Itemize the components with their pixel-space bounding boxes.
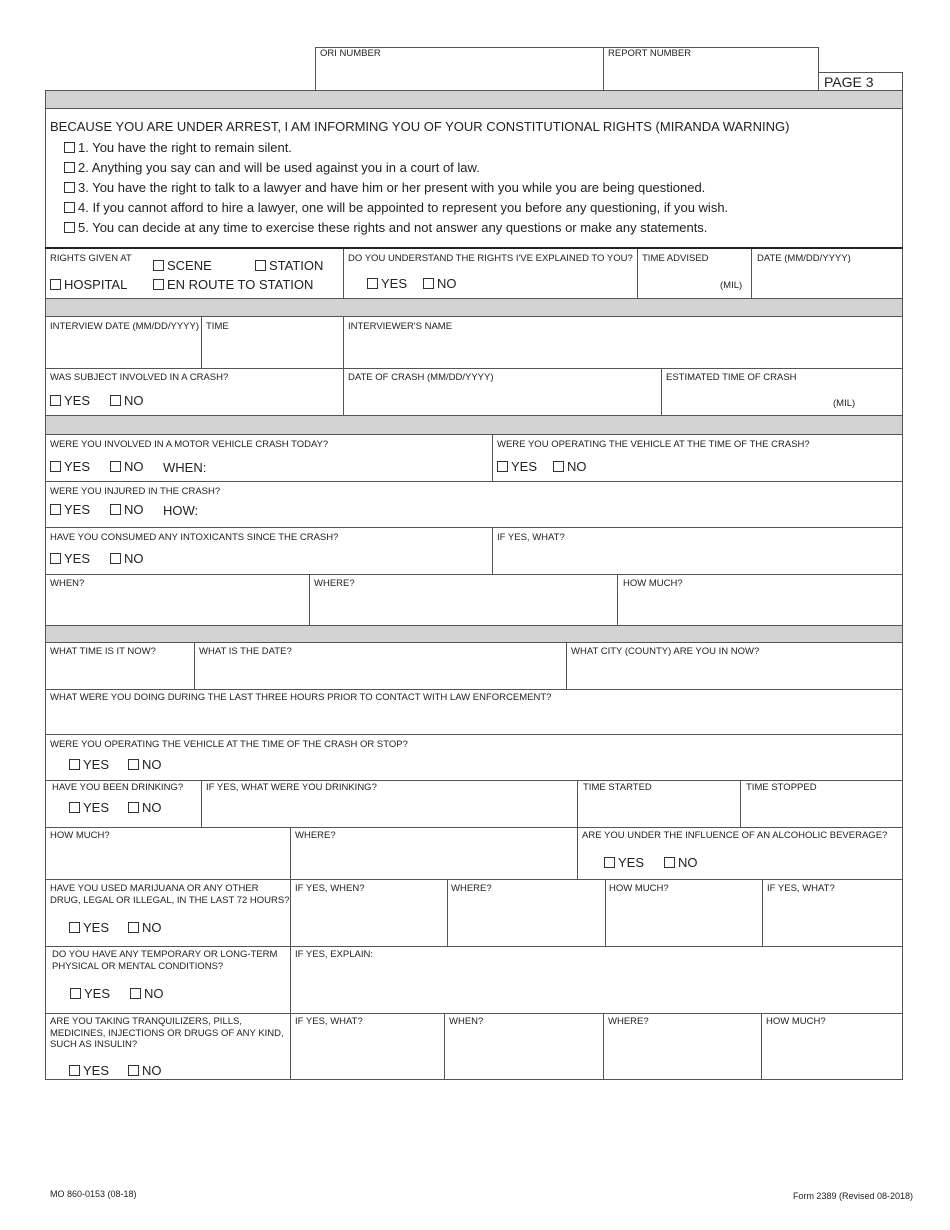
en-route-checkbox[interactable] bbox=[153, 279, 164, 290]
marijuana-no-checkbox[interactable] bbox=[128, 922, 139, 933]
scene-option[interactable] bbox=[153, 258, 212, 273]
conditions-label: DO YOU HAVE ANY TEMPORARY OR LONG-TERM PHYSICAL OR MENTAL CONDITIONS? bbox=[52, 949, 278, 972]
no-text: NO bbox=[142, 1063, 162, 1078]
right-1-checkbox[interactable] bbox=[64, 142, 75, 153]
injured-how-label: HOW: bbox=[163, 503, 199, 518]
motor-crash-no-option[interactable] bbox=[110, 459, 144, 474]
time-advised-label: TIME ADVISED bbox=[642, 253, 709, 264]
en-route-option[interactable] bbox=[153, 277, 313, 292]
crash-how-much-label: HOW MUCH? bbox=[623, 578, 683, 589]
crash-yes-checkbox[interactable] bbox=[50, 395, 61, 406]
interviewer-name-label: INTERVIEWER'S NAME bbox=[348, 321, 453, 332]
yes-text: YES bbox=[618, 855, 645, 870]
marijuana-what-label: IF YES, WHAT? bbox=[767, 883, 835, 894]
crash-date-label: DATE OF CRASH (MM/DD/YYYY) bbox=[348, 372, 494, 383]
right-5-text: 5. You can decide at any time to exercise these rights and not answer any questions or make any statements. bbox=[78, 220, 708, 235]
intoxicants-no-option[interactable] bbox=[110, 551, 144, 566]
tranquilizers-no-checkbox[interactable] bbox=[128, 1065, 139, 1076]
crash-when-label: WHEN? bbox=[50, 578, 85, 589]
scene-text: SCENE bbox=[167, 258, 212, 273]
yes-text: YES bbox=[83, 800, 110, 815]
influence-yes-option[interactable] bbox=[604, 855, 644, 870]
crash-no-checkbox[interactable] bbox=[110, 395, 121, 406]
no-text: NO bbox=[678, 855, 698, 870]
station-text: STATION bbox=[269, 258, 324, 273]
marijuana-when-label: IF YES, WHEN? bbox=[295, 883, 365, 894]
tranquilizers-what-label: IF YES, WHAT? bbox=[295, 1016, 363, 1027]
no-text: NO bbox=[144, 986, 164, 1001]
city-label: WHAT CITY (COUNTY) ARE YOU IN NOW? bbox=[571, 646, 760, 657]
hospital-checkbox[interactable] bbox=[50, 279, 61, 290]
injured-label: WERE YOU INJURED IN THE CRASH? bbox=[50, 486, 221, 497]
understand-yes-option[interactable] bbox=[367, 276, 407, 291]
drinking-what-label: IF YES, WHAT WERE YOU DRINKING? bbox=[206, 782, 377, 793]
tranquilizers-where-label: WHERE? bbox=[608, 1016, 649, 1027]
intoxicants-yes-option[interactable] bbox=[50, 551, 90, 566]
intoxicants-what-label: IF YES, WHAT? bbox=[497, 532, 565, 543]
yes-text: YES bbox=[64, 502, 91, 517]
tranquilizers-no-option[interactable] bbox=[128, 1063, 162, 1078]
page-number: PAGE 3 bbox=[824, 74, 874, 90]
operating-stop-yes-checkbox[interactable] bbox=[69, 759, 80, 770]
right-5-item[interactable] bbox=[64, 220, 707, 235]
understand-rights-label: DO YOU UNDERSTAND THE RIGHTS I'VE EXPLAINED TO YOU? bbox=[348, 253, 633, 264]
no-text: NO bbox=[124, 502, 144, 517]
yes-text: YES bbox=[84, 986, 111, 1001]
injured-yes-checkbox[interactable] bbox=[50, 504, 61, 515]
right-4-checkbox[interactable] bbox=[64, 202, 75, 213]
en-route-text: EN ROUTE TO STATION bbox=[167, 277, 314, 292]
understand-no-checkbox[interactable] bbox=[423, 278, 434, 289]
marijuana-yes-option[interactable] bbox=[69, 920, 109, 935]
ori-number-label: ORI NUMBER bbox=[320, 48, 381, 59]
conditions-no-checkbox[interactable] bbox=[130, 988, 141, 999]
last-three-hours-label: WHAT WERE YOU DOING DURING THE LAST THREE HOURS PRIOR TO CONTACT WITH LAW ENFORCEMENT? bbox=[50, 692, 552, 703]
operating-stop-label: WERE YOU OPERATING THE VEHICLE AT THE TIME OF THE CRASH OR STOP? bbox=[50, 739, 408, 750]
right-1-item[interactable] bbox=[64, 140, 292, 155]
conditions-yes-option[interactable] bbox=[70, 986, 110, 1001]
yes-text: YES bbox=[381, 276, 408, 291]
crash-yes-option[interactable] bbox=[50, 393, 90, 408]
no-text: NO bbox=[124, 459, 144, 474]
marijuana-where-label: WHERE? bbox=[451, 883, 492, 894]
drinking-no-option[interactable] bbox=[128, 800, 162, 815]
marijuana-no-option[interactable] bbox=[128, 920, 162, 935]
right-1-text: 1. You have the right to remain silent. bbox=[78, 140, 292, 155]
right-2-text: 2. Anything you say can and will be used against you in a court of law. bbox=[78, 160, 480, 175]
footer-form-revision: Form 2389 (Revised 08-2018) bbox=[792, 1191, 913, 1201]
injured-no-option[interactable] bbox=[110, 502, 144, 517]
right-3-checkbox[interactable] bbox=[64, 182, 75, 193]
crash-time-label: ESTIMATED TIME OF CRASH bbox=[666, 372, 797, 383]
drinking-where-label: WHERE? bbox=[295, 830, 336, 841]
yes-text: YES bbox=[83, 757, 110, 772]
section-bar bbox=[45, 415, 902, 435]
crash-involved-label: WAS SUBJECT INVOLVED IN A CRASH? bbox=[50, 372, 229, 383]
no-text: NO bbox=[142, 757, 162, 772]
influence-label: ARE YOU UNDER THE INFLUENCE OF AN ALCOHOLIC BEVERAGE? bbox=[582, 830, 888, 841]
yes-text: YES bbox=[64, 393, 91, 408]
tranquilizers-yes-option[interactable] bbox=[69, 1063, 109, 1078]
marijuana-label: HAVE YOU USED MARIJUANA OR ANY OTHER DRUG, LEGAL OR ILLEGAL, IN THE LAST 72 HOURS? bbox=[50, 883, 290, 906]
no-text: NO bbox=[437, 276, 457, 291]
intoxicants-label: HAVE YOU CONSUMED ANY INTOXICANTS SINCE THE CRASH? bbox=[50, 532, 339, 543]
station-checkbox[interactable] bbox=[255, 260, 266, 271]
yes-text: YES bbox=[64, 551, 91, 566]
tranquilizers-when-label: WHEN? bbox=[449, 1016, 484, 1027]
no-text: NO bbox=[567, 459, 587, 474]
scene-checkbox[interactable] bbox=[153, 260, 164, 271]
section-bar bbox=[45, 298, 902, 317]
section-bar bbox=[45, 90, 902, 109]
crash-time-mil: (MIL) bbox=[833, 398, 856, 409]
tranquilizers-label: ARE YOU TAKING TRANQUILIZERS, PILLS, MEDICINES, INJECTIONS OR DRUGS OF ANY KIND, SUCH AS INSULIN? bbox=[50, 1016, 284, 1050]
no-text: NO bbox=[124, 393, 144, 408]
operating-crash-yes-checkbox[interactable] bbox=[497, 461, 508, 472]
injured-yes-option[interactable] bbox=[50, 502, 90, 517]
influence-no-option[interactable] bbox=[664, 855, 698, 870]
motor-crash-yes-checkbox[interactable] bbox=[50, 461, 61, 472]
time-started-label: TIME STARTED bbox=[583, 782, 652, 793]
miranda-intro: BECAUSE YOU ARE UNDER ARREST, I AM INFORMING YOU OF YOUR CONSTITUTIONAL RIGHTS (MIRANDA WARNING) bbox=[50, 119, 790, 134]
operating-crash-no-checkbox[interactable] bbox=[553, 461, 564, 472]
yes-text: YES bbox=[511, 459, 538, 474]
time-now-label: WHAT TIME IS IT NOW? bbox=[50, 646, 156, 657]
operating-stop-no-option[interactable] bbox=[128, 757, 162, 772]
crash-where-label: WHERE? bbox=[314, 578, 355, 589]
right-2-checkbox[interactable] bbox=[64, 162, 75, 173]
section-bar bbox=[45, 625, 902, 643]
right-3-item[interactable] bbox=[64, 180, 705, 195]
conditions-yes-checkbox[interactable] bbox=[70, 988, 81, 999]
report-number-label: REPORT NUMBER bbox=[608, 48, 692, 59]
right-4-text: 4. If you cannot afford to hire a lawyer, one will be appointed to represent you before any questioning, if you wish. bbox=[78, 200, 729, 215]
drinking-label: HAVE YOU BEEN DRINKING? bbox=[52, 782, 184, 793]
date-now-label: WHAT IS THE DATE? bbox=[199, 646, 292, 657]
operating-crash-yes-option[interactable] bbox=[497, 459, 537, 474]
right-3-text: 3. You have the right to talk to a lawyer and have him or her present with you while you are being questioned. bbox=[78, 180, 706, 195]
yes-text: YES bbox=[64, 459, 91, 474]
motor-crash-label: WERE YOU INVOLVED IN A MOTOR VEHICLE CRASH TODAY? bbox=[50, 439, 329, 450]
time-stopped-label: TIME STOPPED bbox=[746, 782, 817, 793]
intoxicants-yes-checkbox[interactable] bbox=[50, 553, 61, 564]
understand-yes-checkbox[interactable] bbox=[367, 278, 378, 289]
injured-no-checkbox[interactable] bbox=[110, 504, 121, 515]
influence-no-checkbox[interactable] bbox=[664, 857, 675, 868]
date-advised-label: DATE (MM/DD/YYYY) bbox=[757, 253, 851, 264]
crash-no-option[interactable] bbox=[110, 393, 144, 408]
motor-crash-when-label: WHEN: bbox=[163, 460, 207, 475]
right-2-item[interactable] bbox=[64, 160, 480, 175]
no-text: NO bbox=[142, 800, 162, 815]
understand-no-option[interactable] bbox=[423, 276, 457, 291]
operating-stop-yes-option[interactable] bbox=[69, 757, 109, 772]
hospital-text: HOSPITAL bbox=[64, 277, 128, 292]
drinking-no-checkbox[interactable] bbox=[128, 802, 139, 813]
intoxicants-no-checkbox[interactable] bbox=[110, 553, 121, 564]
right-4-item[interactable] bbox=[64, 200, 728, 215]
conditions-no-option[interactable] bbox=[130, 986, 164, 1001]
right-5-checkbox[interactable] bbox=[64, 222, 75, 233]
station-option[interactable] bbox=[255, 258, 323, 273]
operating-crash-label: WERE YOU OPERATING THE VEHICLE AT THE TIME OF THE CRASH? bbox=[497, 439, 810, 450]
drinking-how-much-label: HOW MUCH? bbox=[50, 830, 110, 841]
tranquilizers-yes-checkbox[interactable] bbox=[69, 1065, 80, 1076]
conditions-explain-label: IF YES, EXPLAIN: bbox=[295, 949, 373, 960]
drinking-yes-checkbox[interactable] bbox=[69, 802, 80, 813]
interview-date-label: INTERVIEW DATE (MM/DD/YYYY) bbox=[50, 321, 200, 332]
no-text: NO bbox=[124, 551, 144, 566]
hospital-option[interactable] bbox=[50, 277, 127, 292]
yes-text: YES bbox=[83, 920, 110, 935]
time-advised-mil: (MIL) bbox=[720, 280, 743, 291]
motor-crash-yes-option[interactable] bbox=[50, 459, 90, 474]
yes-text: YES bbox=[83, 1063, 110, 1078]
operating-stop-no-checkbox[interactable] bbox=[128, 759, 139, 770]
rights-given-label: RIGHTS GIVEN AT bbox=[50, 253, 132, 264]
influence-yes-checkbox[interactable] bbox=[604, 857, 615, 868]
marijuana-how-much-label: HOW MUCH? bbox=[609, 883, 669, 894]
operating-crash-no-option[interactable] bbox=[553, 459, 587, 474]
tranquilizers-how-much-label: HOW MUCH? bbox=[766, 1016, 826, 1027]
interview-time-label: TIME bbox=[206, 321, 229, 332]
footer-form-code: MO 860-0153 (08-18) bbox=[50, 1189, 137, 1199]
motor-crash-no-checkbox[interactable] bbox=[110, 461, 121, 472]
drinking-yes-option[interactable] bbox=[69, 800, 109, 815]
marijuana-yes-checkbox[interactable] bbox=[69, 922, 80, 933]
no-text: NO bbox=[142, 920, 162, 935]
